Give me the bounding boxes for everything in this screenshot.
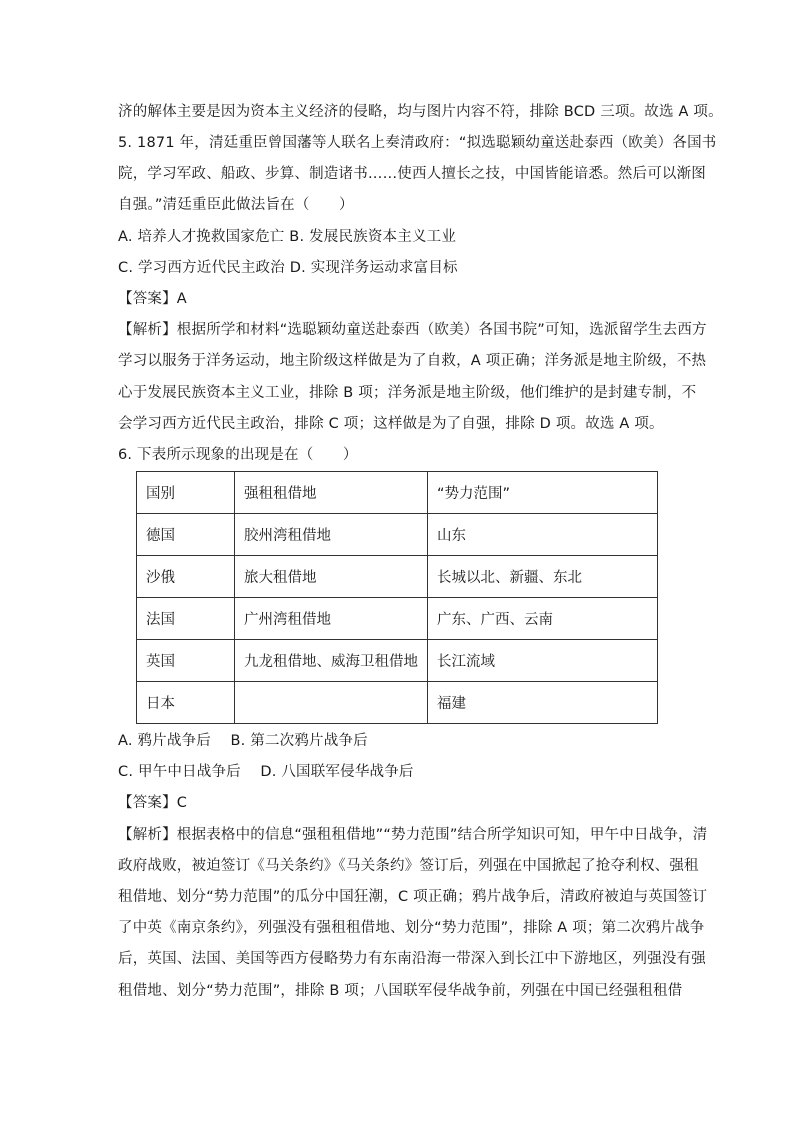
- option-line: C. 学习西方近代民主政治 D. 实现洋务运动求富目标: [118, 260, 458, 276]
- table-header-cell: 国别: [137, 472, 235, 514]
- table-header-cell: 强租租借地: [235, 472, 428, 514]
- table-cell: 德国: [137, 514, 235, 556]
- table-cell: 广州湾租借地: [235, 598, 428, 640]
- table-cell: 九龙租借地、威海卫租借地: [235, 640, 428, 682]
- table-row: [137, 598, 658, 640]
- analysis-line: 学习以服务于洋务运动，地主阶级这样做是为了自救，A 项正确；洋务派是地主阶级，不热: [118, 353, 707, 369]
- analysis-line: 后，英国、法国、美国等西方侵略势力有东南沿海一带深入到长江中下游地区，列强没有强: [118, 951, 706, 967]
- table-cell: 法国: [137, 598, 235, 640]
- table-cell: 沙俄: [137, 556, 235, 598]
- table-cell: 胶州湾租借地: [235, 514, 428, 556]
- table-cell: 山东: [428, 514, 658, 556]
- table-row: [137, 514, 658, 556]
- table-cell: 英国: [137, 640, 235, 682]
- analysis-line: 心于发展民族资本主义工业，排除 B 项；洋务派是地主阶级，他们维护的是封建专制，不: [118, 385, 697, 401]
- table-header-cell: “势力范围”: [428, 472, 658, 514]
- analysis-line: 了中英《南京条约》，列强没有强租租借地、划分“势力范围”，排除 A 项；第二次鸦片战争: [118, 920, 705, 936]
- table-cell: [235, 682, 428, 724]
- analysis-line: 租借地、划分“势力范围”，排除 B 项；八国联军侵华战争前，列强在中国已经强租租借: [118, 983, 683, 999]
- table-cell: 长江流域: [428, 640, 658, 682]
- option-line: A. 培养人才挽救国家危亡 B. 发展民族资本主义工业: [118, 229, 457, 245]
- analysis-line: 会学习西方近代民主政治，排除 C 项；这样做是为了自强，排除 D 项。故选 A 项。: [118, 416, 664, 432]
- analysis-line: 租借地、划分“势力范围”的瓜分中国狂潮，C 项正确；鸦片战争后，清政府被迫与英国签订: [118, 889, 708, 905]
- table-cell: 长城以北、新疆、东北: [428, 556, 658, 598]
- analysis-line: 【解析】根据表格中的信息“强租租借地”“势力范围”结合所学知识可知，甲午中日战争，清: [118, 827, 708, 843]
- table-cell: 福建: [428, 682, 658, 724]
- table-row: [137, 640, 658, 682]
- question-5-line: 自强。”清廷重臣此做法旨在（ ）: [118, 197, 354, 213]
- answer-label: 【答案】C: [118, 795, 188, 811]
- concession-table: [136, 471, 658, 724]
- paragraph-line: 济的解体主要是因为资本主义经济的侵略，均与图片内容不符，排除 BCD 三项。故选 A 项。: [118, 104, 723, 120]
- question-5-line: 院，学习军政、船政、步算、制造诸书……使西人擅长之技，中国皆能谙悉。然后可以渐图: [118, 166, 706, 182]
- option-line: C. 甲午中日战争后 D. 八国联军侵华战争后: [118, 764, 414, 780]
- answer-label: 【答案】A: [118, 291, 187, 307]
- table-cell: 旅大租借地: [235, 556, 428, 598]
- question-5-line: 5. 1871 年，清廷重臣曾国藩等人联名上奏清政府：“拟选聪颖幼童送赴泰西（欧美）各国书: [118, 135, 717, 151]
- table-row: [137, 682, 658, 724]
- table-row: [137, 556, 658, 598]
- analysis-line: 政府战败，被迫签订《马关条约》《马关条约》签订后，列强在中国掀起了抢夺利权、强租: [118, 858, 699, 874]
- table-cell: 广东、广西、云南: [428, 598, 658, 640]
- question-6-line: 6. 下表所示现象的出现是在（ ）: [118, 447, 358, 463]
- option-line: A. 鸦片战争后 B. 第二次鸦片战争后: [118, 733, 368, 749]
- table-header-row: [137, 472, 658, 514]
- analysis-line: 【解析】根据所学和材料“选聪颖幼童送赴泰西（欧美）各国书院”可知，选派留学生去西方: [118, 322, 707, 338]
- table-cell: 日本: [137, 682, 235, 724]
